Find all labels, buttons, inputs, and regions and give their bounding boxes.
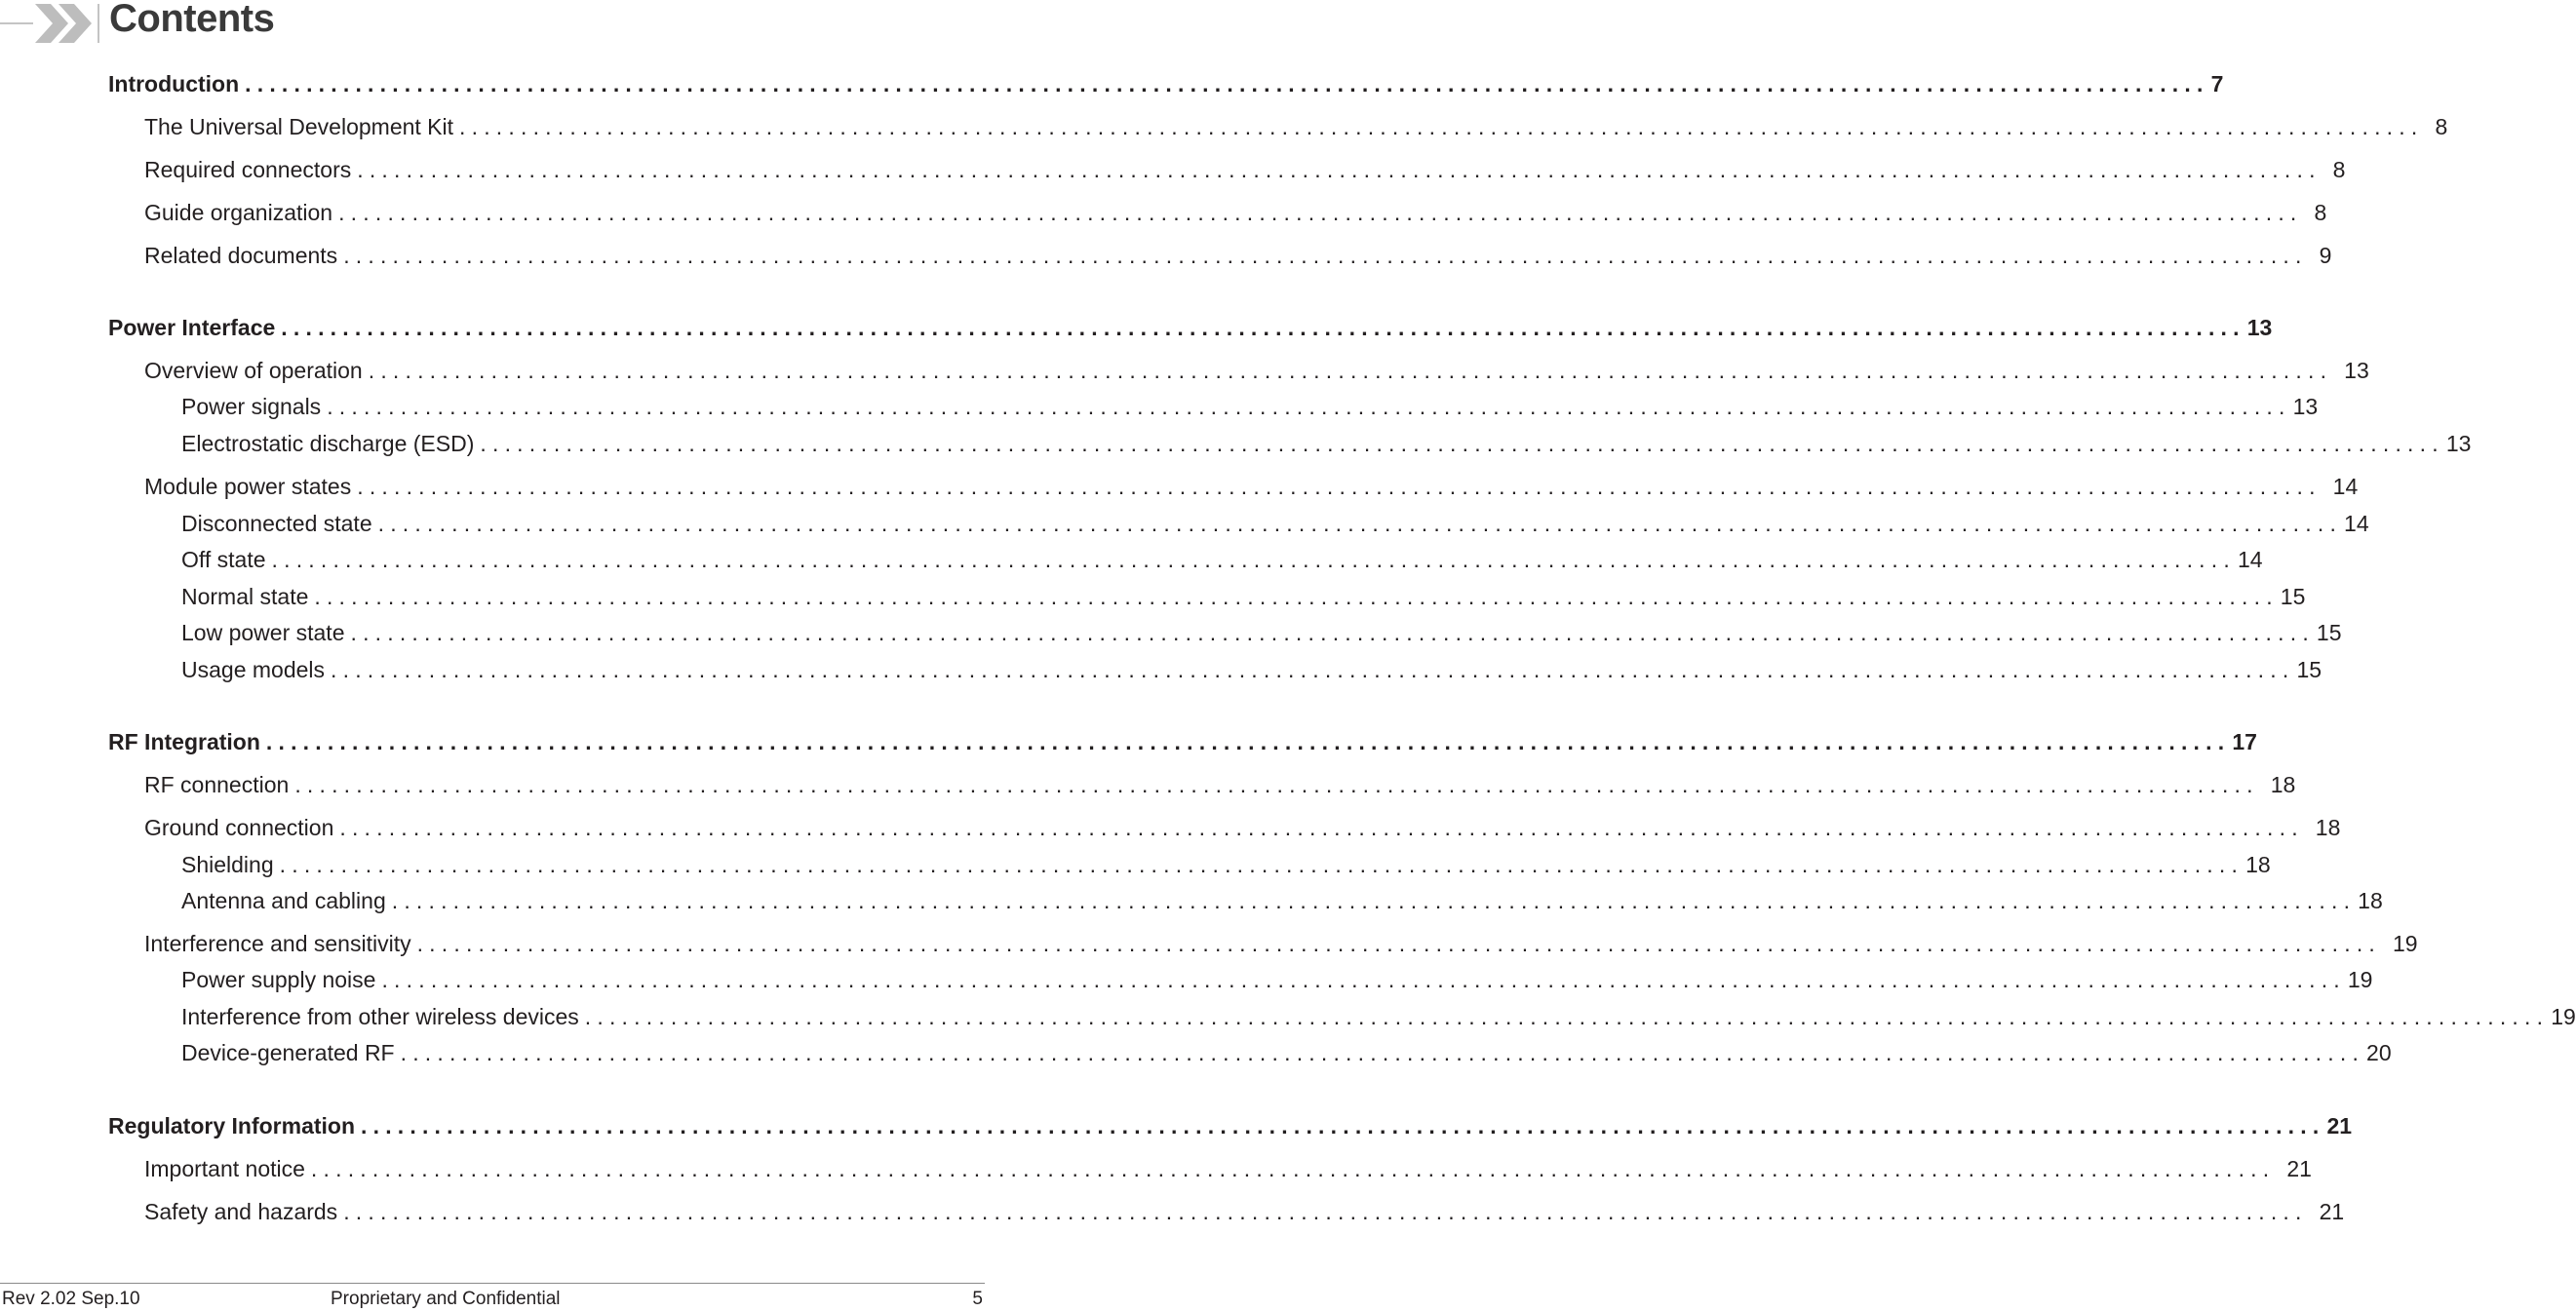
toc-entry-title: Off state: [181, 547, 266, 572]
toc-entry-title: Normal state: [181, 584, 309, 609]
toc-entry[interactable]: [144, 771, 2296, 798]
toc-entry-page: 13: [2445, 431, 2472, 456]
footer-divider: [0, 1283, 985, 1284]
toc-entry-title: Power Interface: [108, 315, 276, 340]
toc-leader-dots: ................................................................................................................................................................: [271, 547, 2236, 572]
toc-entry-page: 18: [2358, 888, 2383, 913]
toc-entry-title: Interference and sensitivity: [144, 931, 411, 956]
toc-entry-title: Safety and hazards: [144, 1199, 338, 1224]
toc-leader-dots: ................................................................................................................................................................: [400, 1040, 2365, 1065]
toc-leader-dots: ................................................................................................................................................................: [245, 71, 2209, 96]
toc-leader-dots: ................................................................................................................................................................: [361, 1113, 2325, 1138]
toc-entry-page: 7: [2210, 71, 2224, 96]
toc-entry[interactable]: [181, 583, 2306, 610]
toc-entry-title: Shielding: [181, 852, 274, 877]
toc-entry-page: 15: [2296, 657, 2322, 682]
toc-leader-dots: ................................................................................................................................................................: [357, 157, 2322, 182]
toc-entry[interactable]: [144, 156, 2346, 183]
toc-entry[interactable]: [181, 546, 2263, 573]
toc-leader-dots: ................................................................................................................................................................: [339, 815, 2304, 840]
toc-entry-page: 18: [2315, 815, 2341, 840]
toc-leader-dots: ................................................................................................................................................................: [350, 620, 2315, 645]
toc-entry-page: 21: [2319, 1199, 2345, 1224]
toc-entry-page: 14: [2344, 511, 2369, 536]
toc-entry-title: Power signals: [181, 394, 322, 419]
toc-entry-page: 8: [2435, 114, 2448, 139]
toc-entry-title: RF connection: [144, 772, 290, 797]
toc-entry[interactable]: [181, 1003, 2576, 1030]
toc-entry-title: The Universal Development Kit: [144, 114, 454, 139]
toc-leader-dots: ................................................................................................................................................................: [338, 200, 2303, 225]
toc-entry-title: Power supply noise: [181, 967, 376, 992]
toc-entry-page: 17: [2232, 729, 2257, 754]
toc-entry-title: Electrostatic discharge (ESD): [181, 431, 475, 456]
toc-entry[interactable]: [144, 242, 2332, 269]
toc-entry-page: 14: [2237, 547, 2263, 572]
toc-leader-dots: ................................................................................................................................................................: [279, 852, 2244, 877]
toc-leader-dots: ................................................................................................................................................................: [377, 511, 2343, 536]
toc-entry-page: 21: [2286, 1156, 2312, 1181]
toc-entry-page: 8: [2332, 157, 2346, 182]
toc-entry[interactable]: [144, 113, 2448, 140]
toc-entry-page: 15: [2316, 620, 2342, 645]
toc-entry[interactable]: [144, 814, 2341, 841]
toc-leader-dots: ................................................................................................................................................................: [381, 967, 2346, 992]
toc-leader-dots: ................................................................................................................................................................: [480, 431, 2444, 456]
toc-entry[interactable]: [144, 199, 2327, 226]
toc-entry-title: Related documents: [144, 243, 338, 268]
toc-entry-title: Overview of operation: [144, 358, 363, 383]
toc-entry-page: 13: [2344, 358, 2369, 383]
toc-leader-dots: ................................................................................................................................................................: [368, 358, 2333, 383]
toc-entry[interactable]: [181, 851, 2271, 878]
toc-entry-page: 21: [2326, 1113, 2353, 1138]
toc-entry-title: RF Integration: [108, 729, 260, 754]
toc-entry[interactable]: [181, 966, 2373, 993]
toc-entry[interactable]: [108, 728, 2257, 755]
toc-leader-dots: ................................................................................................................................................................: [310, 1156, 2276, 1181]
toc-entry[interactable]: [108, 70, 2224, 97]
toc-entry[interactable]: [108, 1112, 2353, 1139]
toc-entry-title: Guide organization: [144, 200, 333, 225]
toc-entry-page: 19: [2347, 967, 2373, 992]
page-title: Contents: [109, 0, 275, 40]
toc-entry[interactable]: [144, 1198, 2345, 1225]
toc-entry-title: Interference from other wireless devices: [181, 1004, 579, 1029]
toc-leader-dots: ................................................................................................................................................................: [327, 394, 2291, 419]
toc-leader-dots: ................................................................................................................................................................: [357, 474, 2322, 499]
toc-entry-title: Regulatory Information: [108, 1113, 356, 1138]
footer-page-number: 5: [972, 1289, 983, 1309]
toc-leader-dots: ................................................................................................................................................................: [416, 931, 2382, 956]
toc-entry[interactable]: [108, 314, 2273, 341]
toc-entry-page: 15: [2280, 584, 2306, 609]
toc-leader-dots: ................................................................................................................................................................: [459, 114, 2424, 139]
toc-entry[interactable]: [181, 393, 2319, 420]
toc-entry-page: 9: [2319, 243, 2332, 268]
toc-entry[interactable]: [181, 619, 2342, 646]
toc-entry-title: Usage models: [181, 657, 326, 682]
toc-leader-dots: ................................................................................................................................................................: [343, 1199, 2308, 1224]
toc-entry[interactable]: [181, 430, 2472, 457]
toc-entry-page: 20: [2366, 1040, 2392, 1065]
toc-leader-dots: ................................................................................................................................................................: [343, 243, 2308, 268]
toc-entry-page: 19: [2393, 931, 2418, 956]
toc-entry-page: 18: [2270, 772, 2296, 797]
toc-entry-page: 13: [2246, 315, 2273, 340]
toc-leader-dots: ................................................................................................................................................................: [281, 315, 2245, 340]
toc-entry[interactable]: [144, 357, 2369, 384]
toc-entry[interactable]: [144, 1155, 2312, 1182]
toc-leader-dots: ................................................................................................................................................................: [294, 772, 2259, 797]
toc-entry-title: Required connectors: [144, 157, 352, 182]
footer-revision: Rev 2.02 Sep.10: [2, 1289, 140, 1309]
toc-entry-page: 18: [2245, 852, 2271, 877]
toc-entry[interactable]: [181, 510, 2369, 537]
toc-entry[interactable]: [181, 1039, 2392, 1066]
toc-entry-title: Antenna and cabling: [181, 888, 386, 913]
toc-entry-title: Disconnected state: [181, 511, 372, 536]
toc-entry-page: 13: [2292, 394, 2319, 419]
toc-entry-title: Module power states: [144, 474, 352, 499]
toc-entry[interactable]: [181, 887, 2383, 914]
toc-entry-page: 8: [2314, 200, 2327, 225]
toc-leader-dots: ................................................................................................................................................................: [314, 584, 2279, 609]
toc-leader-dots: ................................................................................................................................................................: [391, 888, 2357, 913]
toc-entry-page: 19: [2551, 1004, 2576, 1029]
toc-entry[interactable]: [144, 930, 2418, 957]
toc-entry-title: Low power state: [181, 620, 345, 645]
toc-entry-page: 14: [2332, 474, 2359, 499]
toc-leader-dots: ................................................................................................................................................................: [331, 657, 2295, 682]
toc-entry-title: Ground connection: [144, 815, 334, 840]
toc-entry[interactable]: [181, 656, 2322, 683]
toc-leader-dots: ................................................................................................................................................................: [265, 729, 2231, 754]
footer-confidentiality: Proprietary and Confidential: [331, 1289, 561, 1309]
toc-leader-dots: ................................................................................................................................................................: [584, 1004, 2550, 1029]
toc-entry-title: Device-generated RF: [181, 1040, 395, 1065]
toc-entry-title: Introduction: [108, 71, 240, 96]
toc-entry[interactable]: [144, 473, 2359, 500]
toc-entry-title: Important notice: [144, 1156, 305, 1181]
